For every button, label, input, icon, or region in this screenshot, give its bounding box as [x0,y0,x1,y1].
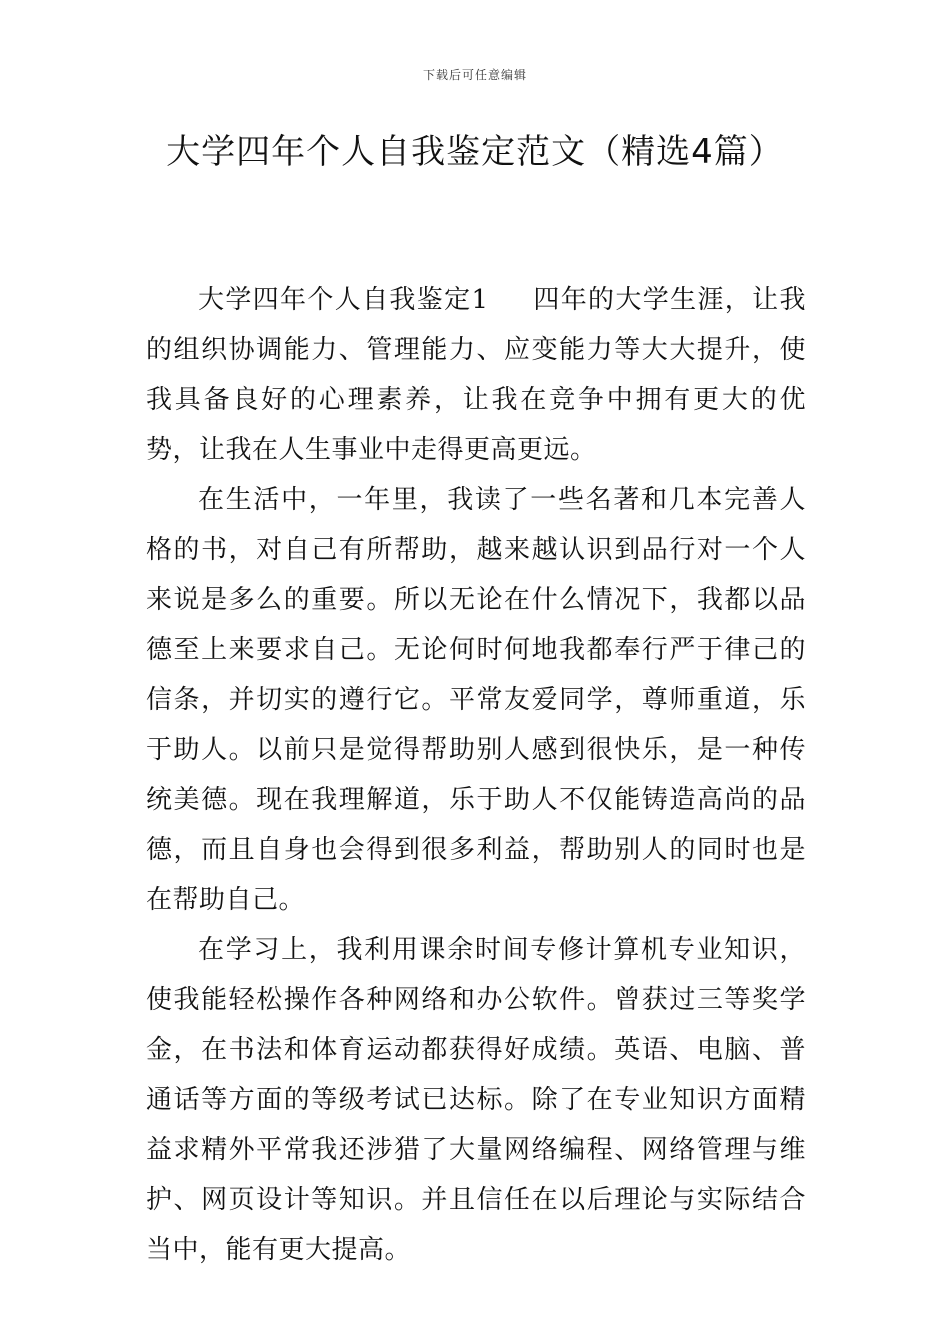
header-note: 下载后可任意编辑 [422,68,527,82]
paragraph-2: 在生活中，一年里，我读了一些名著和几本完善人格的书，对自己有所帮助，越来越认识到品行对一个人来说是多么的重要。所以无论在什么情况下，我都以品德至上来要求自己。无论何时何地我都奉行严于律己的信条，并切实的遵行它。平常友爱同学，尊师重道，乐于助人。以前只是觉得帮助别人感到很快乐，是一种传统美德。现在我理解道，乐于助人不仅能铸造高尚的品德，而且自身也会得到很多利益，帮助别人的同时也是在帮助自己。 [146,485,806,915]
paragraph-3: 在学习上，我利用课余时间专修计算机专业知识，使我能轻松操作各种网络和办公软件。曾获过三等奖学金，在书法和体育运动都获得好成绩。英语、电脑、普通话等方面的等级考试已达标。除了在专业知识方面精益求精外平常我还涉猎了大量网络编程、网络管理与维护、网页设计等知识。并且信任在以后理论与实际结合当中，能有更大提高。 [146,935,806,1265]
section-heading: 大学四年个人自我鉴定1 [198,285,489,315]
document-title: 大学四年个人自我鉴定范文（精选4篇） [166,132,784,172]
document-body [146,275,806,1275]
paragraph-1 [146,275,806,475]
paragraph-1-text: 四年的大学生涯，让我的组织协调能力、管理能力、应变能力等大大提升，使我具备良好的心理素养，让我在竞争中拥有更大的优势，让我在人生事业中走得更高更远。 [146,285,806,465]
